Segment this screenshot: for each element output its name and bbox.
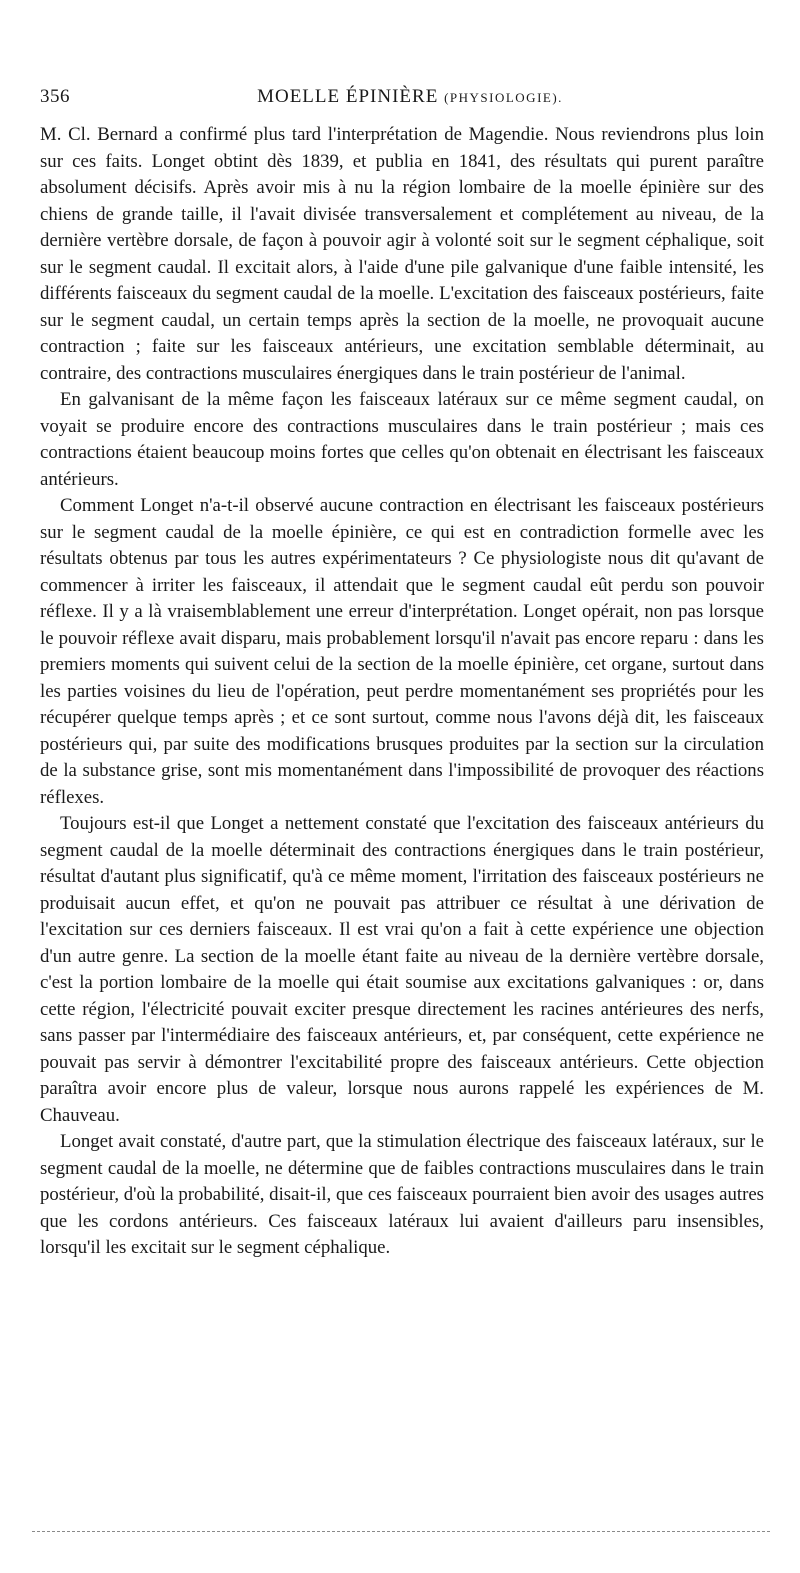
footer-rule (32, 1531, 770, 1532)
paragraph-4: Toujours est-il que Longet a nettement constaté que l'excitation des faisceaux antérieurs du segment caudal de la moelle déterminait des contractions énergiques dans le train postérieur, résultat d'autant plus significatif, qu'à ce même moment, l'irritation des faisceaux postérieurs ne produisait aucun effet, et qu'on ne pouvait pas attribuer ce résultat à une dérivation de l'excitation sur ces derniers faisceaux. Il est vrai qu'on a fait à cette expérience une objection d'un autre genre. La section de la moelle étant faite au niveau de la dernière vertèbre dorsale, c'est la portion lombaire de la moelle qui était soumise aux excitations galvaniques : or, dans cette région, l'électricité pouvait exciter presque directement les racines antérieures des nerfs, sans passer par l'intermédiaire des faisceaux antérieurs, et, par conséquent, cette expérience ne pouvait pas servir à démontrer l'excitabilité propre des faisceaux antérieurs. Cette objection paraîtra avoir encore plus de valeur, lorsque nous aurons rappelé les expériences de M. Chauveau. (40, 813, 764, 1126)
page-header (40, 86, 780, 116)
paragraph-2: En galvanisant de la même façon les faisceaux latéraux sur ce même segment caudal, on voyait se produire encore des contractions musculaires dans le train postérieur ; mais ces contractions étaient beaucoup moins fortes que celles qu'on obtenait en électrisant les faisceaux antérieurs. (40, 389, 764, 490)
paragraph-3: Comment Longet n'a-t-il observé aucune contraction en électrisant les faisceaux postérieurs sur le segment caudal de la moelle épinière, ce qui est en contradiction formelle avec les résultats obtenus par tous les autres expérimentateurs ? Ce physiologiste nous dit qu'avant de commencer à irriter les faisceaux, il attendait que le segment caudal eût perdu son pouvoir réflexe. Il y a là vraisemblablement une erreur d'interprétation. Longet opérait, non pas lorsque le pouvoir réflexe avait disparu, mais probablement lorsqu'il n'avait pas encore reparu : dans les premiers moments qui suivent celui de la section de la moelle épinière, cet organe, surtout dans les parties voisines du lieu de l'opération, peut perdre momentanément ses propriétés pour les récupérer quelque temps après ; et ce sont surtout, comme nous l'avons déjà dit, les faisceaux postérieurs qui, par suite des modifications brusques produites par la section sur la circulation de la substance grise, sont mis momentanément dans l'impossibilité de provoquer des réactions réflexes. (40, 495, 764, 808)
paragraph-5: Longet avait constaté, d'autre part, que la stimulation électrique des faisceaux latéraux, sur le segment caudal de la moelle, ne détermine que de faibles contractions musculaires dans le train postérieur, d'où la probabilité, disait-il, que ces faisceaux pourraient bien avoir des usages autres que les cordons antérieurs. Ces faisceaux latéraux lui avaient d'ailleurs paru insensibles, lorsqu'il les excitait sur le segment céphalique. (40, 1131, 764, 1258)
paragraph-1: M. Cl. Bernard a confirmé plus tard l'interprétation de Magendie. Nous reviendrons plus loin sur ces faits. Longet obtint dès 1839, et publia en 1841, des résultats qui purent paraître absolument décisifs. Après avoir mis à nu la région lombaire de la moelle épinière sur des chiens de grande taille, il l'avait divisée transversalement et complétement au niveau, de la dernière vertèbre dorsale, de façon à pouvoir agir à volonté soit sur le segment céphalique, soit sur le segment caudal. Il excitait alors, à l'aide d'une pile galvanique d'une faible intensité, les différents faisceaux du segment caudal de la moelle. L'excitation des faisceaux postérieurs, faite sur le segment caudal, un certain temps après la section de la moelle, ne provoquait aucune contraction ; faite sur les faisceaux antérieurs, une excitation semblable déterminait, au contraire, des contractions musculaires énergiques dans le train postérieur de l'animal. (40, 124, 764, 384)
running-title-main: MOELLE ÉPINIÈRE (257, 86, 439, 107)
running-title (40, 86, 780, 108)
body-text (40, 122, 764, 1262)
page-number: 356 (40, 86, 70, 107)
running-title-sub: (PHYSIOLOGIE). (444, 90, 563, 105)
